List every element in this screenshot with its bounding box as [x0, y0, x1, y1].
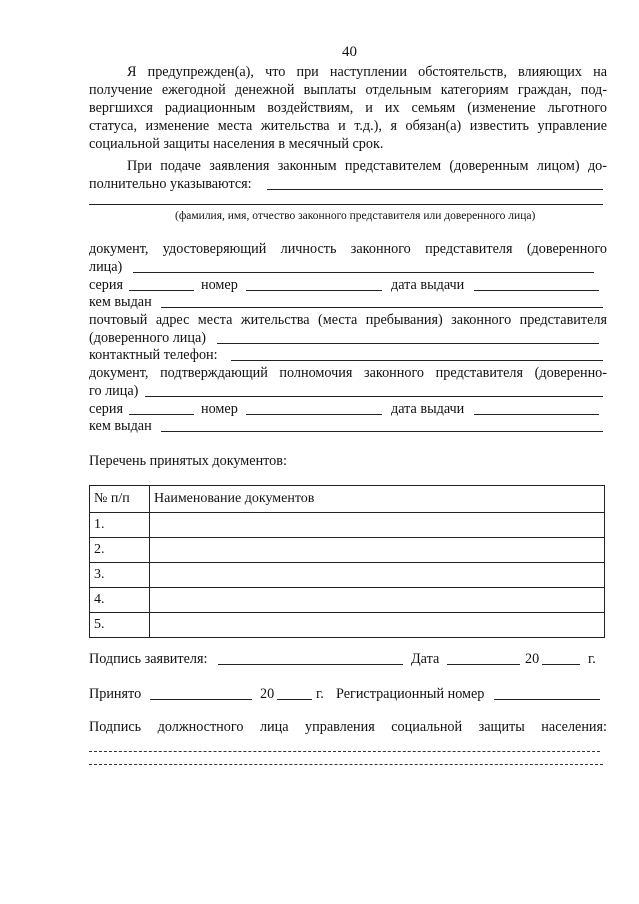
table-row: [90, 613, 605, 638]
page-number: 40: [342, 44, 357, 60]
warning-line-3: вергшихся радиационным воздействиям, и их семьям (изменение льготного: [89, 100, 607, 116]
table-row: [90, 513, 605, 538]
registration-number-label: Регистрационный номер: [336, 686, 485, 702]
table-row: [90, 538, 605, 563]
representative-name-caption: (фамилия, имя, отчество законного представителя или доверенного лица): [175, 210, 536, 222]
identity-series-label: серия: [89, 277, 123, 293]
applicant-signature-field[interactable]: [218, 664, 403, 665]
official-signature-field-2[interactable]: [89, 764, 603, 765]
authority-number-label: номер: [201, 401, 238, 417]
document-name-cell[interactable]: [150, 538, 605, 563]
warning-line-2: получение ежегодной денежной выплаты отдельным категориям граждан, под-: [89, 82, 607, 98]
identity-number-label: номер: [201, 277, 238, 293]
representative-intro-2: полнительно указываются:: [89, 176, 252, 192]
registration-number-field[interactable]: [494, 699, 600, 700]
accepted-date-field[interactable]: [150, 699, 252, 700]
signature-date-field[interactable]: [447, 664, 520, 665]
identity-doc-field[interactable]: [133, 272, 594, 273]
signature-date-label: Дата: [411, 651, 440, 667]
phone-field[interactable]: [231, 360, 603, 361]
address-line-2: (доверенного лица): [89, 330, 207, 346]
identity-issued-by-field[interactable]: [161, 307, 603, 308]
authority-issued-by-field[interactable]: [161, 431, 603, 432]
table-row: [90, 563, 605, 588]
document-name-cell[interactable]: [150, 613, 605, 638]
authority-issue-date-label: дата выдачи: [391, 401, 465, 417]
authority-series-field[interactable]: [129, 414, 194, 415]
authority-doc-field[interactable]: [145, 396, 603, 397]
row-number: 1.: [90, 513, 150, 538]
accepted-year-field[interactable]: [277, 699, 312, 700]
signature-year-prefix: 20: [525, 651, 540, 667]
identity-number-field[interactable]: [246, 290, 382, 291]
identity-issued-by-label: кем выдан: [89, 294, 152, 310]
official-signature-field[interactable]: [89, 751, 600, 752]
authority-series-label: серия: [89, 401, 123, 417]
representative-intro-1: При подаче заявления законным представителем (доверенным лицом) до-: [127, 158, 607, 174]
identity-issue-date-field[interactable]: [474, 290, 599, 291]
column-number-header: № п/п: [90, 486, 150, 513]
address-field[interactable]: [217, 343, 599, 344]
official-signature-label: Подпись должностного лица управления социальной защиты населения:: [89, 719, 607, 735]
row-number: 3.: [90, 563, 150, 588]
authority-issue-date-field[interactable]: [474, 414, 599, 415]
table-header-row: [90, 486, 605, 513]
table-row: [90, 588, 605, 613]
documents-heading: Перечень принятых документов:: [89, 453, 287, 469]
address-line-1: почтовый адрес места жительства (места пребывания) законного представителя: [89, 312, 607, 328]
representative-intro-field[interactable]: [267, 189, 603, 190]
phone-label: контактный телефон:: [89, 347, 218, 363]
identity-series-field[interactable]: [129, 290, 194, 291]
accepted-label: Принято: [89, 686, 142, 702]
identity-doc-line-1: документ, удостоверяющий личность законного представителя (доверенного: [89, 241, 607, 257]
representative-name-field[interactable]: [89, 204, 603, 205]
row-number: 4.: [90, 588, 150, 613]
column-name-header: Наименование документов: [150, 486, 605, 513]
identity-issue-date-label: дата выдачи: [391, 277, 465, 293]
authority-issued-by-label: кем выдан: [89, 418, 152, 434]
signature-year-suffix: г.: [588, 651, 596, 667]
accepted-year-prefix: 20: [260, 686, 275, 702]
document-name-cell[interactable]: [150, 513, 605, 538]
accepted-year-suffix: г.: [316, 686, 324, 702]
applicant-signature-label: Подпись заявителя:: [89, 651, 208, 667]
authority-doc-line-1: документ, подтверждающий полномочия законного представителя (доверенно-: [89, 365, 607, 381]
identity-doc-line-2: лица): [89, 259, 123, 275]
documents-table: [89, 485, 605, 638]
warning-line-5: социальной защиты населения в месячный срок.: [89, 136, 384, 152]
warning-line-4: статуса, изменение места жительства и т.д.), я обязан(а) известить управление: [89, 118, 607, 134]
authority-number-field[interactable]: [246, 414, 382, 415]
document-name-cell[interactable]: [150, 563, 605, 588]
signature-year-field[interactable]: [542, 664, 580, 665]
row-number: 5.: [90, 613, 150, 638]
document-name-cell[interactable]: [150, 588, 605, 613]
warning-line-1: Я предупрежден(а), что при наступлении обстоятельств, влияющих на: [127, 64, 607, 80]
row-number: 2.: [90, 538, 150, 563]
authority-doc-line-2: го лица): [89, 383, 139, 399]
